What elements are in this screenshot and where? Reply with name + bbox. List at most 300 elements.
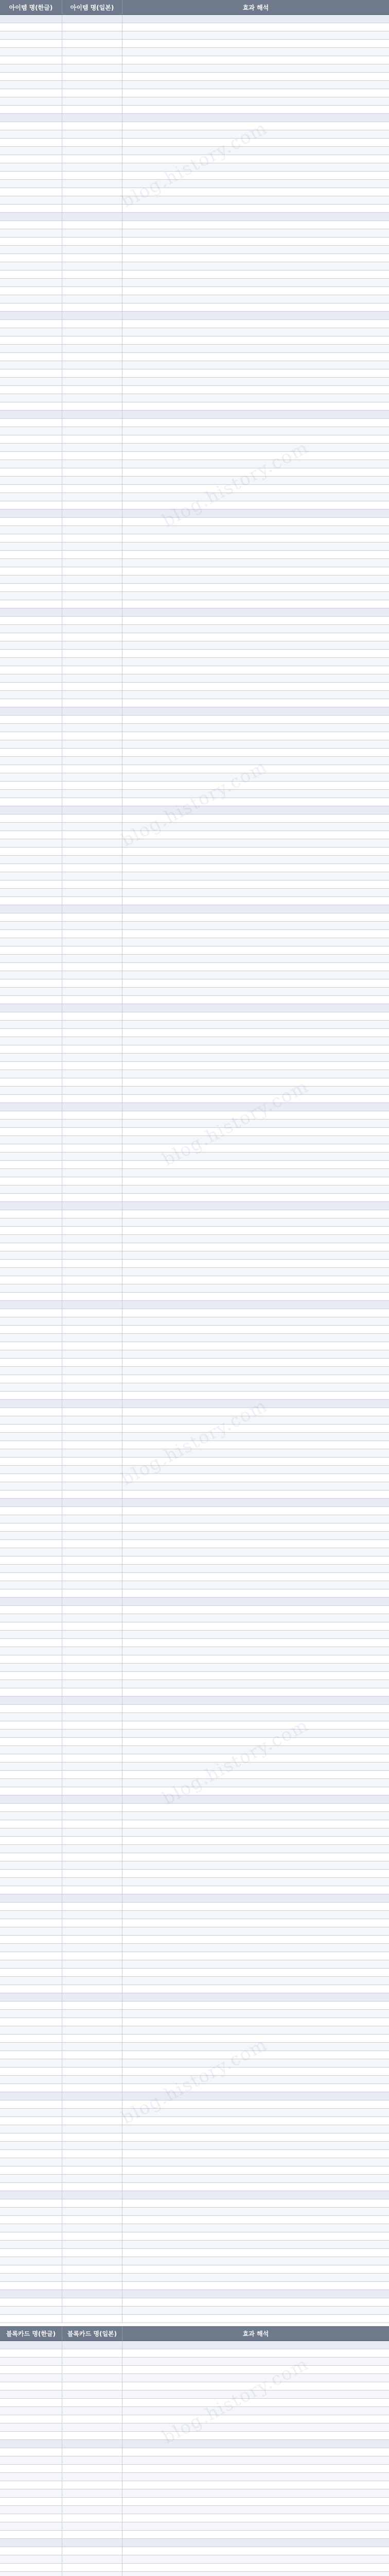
effect-cell [122, 435, 389, 443]
name-cell [0, 2265, 62, 2273]
effect-cell [122, 1795, 389, 1803]
table-row [0, 2391, 389, 2399]
name-cell [0, 790, 62, 798]
effect-cell [122, 1886, 389, 1894]
effect-cell [122, 2059, 389, 2067]
name-cell [62, 2150, 122, 2158]
name-cell [62, 1903, 122, 1910]
name-cell [0, 163, 62, 171]
name-cell [62, 2067, 122, 2075]
effect-cell [122, 1037, 389, 1045]
table-row [0, 2432, 389, 2440]
name-cell [62, 279, 122, 286]
name-cell [0, 1779, 62, 1787]
name-cell [62, 1433, 122, 1440]
effect-cell [122, 1210, 389, 1218]
name-cell [62, 1515, 122, 1523]
table-row [0, 2133, 389, 2142]
name-cell [0, 1375, 62, 1383]
effect-cell [122, 2265, 389, 2273]
effect-cell [122, 1392, 389, 1399]
effect-cell [122, 1400, 389, 1408]
table-row [0, 1309, 389, 1317]
effect-cell [122, 1334, 389, 1342]
name-cell [0, 312, 62, 319]
table-row [0, 402, 389, 411]
effect-cell [122, 1969, 389, 1976]
effect-cell [122, 172, 389, 179]
name-cell [62, 1021, 122, 1028]
table-row [0, 1548, 389, 1556]
table-row [0, 1425, 389, 1433]
name-cell [0, 1128, 62, 1136]
name-cell [0, 1416, 62, 1424]
name-cell [62, 2298, 122, 2306]
name-cell [0, 1581, 62, 1589]
effect-cell [122, 1317, 389, 1325]
name-cell [0, 1713, 62, 1721]
name-cell [62, 740, 122, 748]
name-cell [0, 1251, 62, 1259]
table-row [0, 1202, 389, 1210]
table-row [0, 1894, 389, 1903]
name-cell [0, 988, 62, 995]
effect-cell [122, 1202, 389, 1210]
effect-cell [122, 1903, 389, 1910]
name-cell [0, 2274, 62, 2281]
effect-cell [122, 2043, 389, 2050]
table-row [0, 1771, 389, 1779]
effect-cell [122, 411, 389, 418]
effect-cell [122, 658, 389, 666]
name-cell [0, 782, 62, 789]
table-row [0, 97, 389, 106]
effect-cell [122, 2374, 389, 2382]
effect-cell [122, 1375, 389, 1383]
name-cell [62, 1120, 122, 1127]
table-row [0, 2150, 389, 2158]
table-row [0, 361, 389, 369]
effect-cell [122, 1458, 389, 1465]
effect-cell [122, 1054, 389, 1061]
name-cell [62, 2018, 122, 2026]
name-cell [0, 625, 62, 633]
name-cell [0, 1622, 62, 1630]
effect-cell [122, 1153, 389, 1160]
name-cell [62, 1128, 122, 1136]
name-cell [62, 1490, 122, 1498]
table-row [0, 1762, 389, 1771]
name-cell [0, 1284, 62, 1292]
name-cell [62, 246, 122, 253]
name-cell [62, 1177, 122, 1185]
name-cell [0, 2183, 62, 2191]
effect-cell [122, 1260, 389, 1267]
effect-cell [122, 2232, 389, 2240]
effect-cell [122, 839, 389, 847]
table-row [0, 468, 389, 477]
table-row [0, 1779, 389, 1787]
table-row [0, 913, 389, 922]
name-cell [62, 1202, 122, 1210]
table-row [0, 1919, 389, 1927]
name-cell [62, 1886, 122, 1894]
table-row [0, 765, 389, 773]
effect-cell [122, 1936, 389, 1943]
name-cell [62, 2183, 122, 2191]
table-row [0, 427, 389, 435]
name-cell [0, 1548, 62, 1556]
table-row [0, 419, 389, 427]
effect-cell [122, 625, 389, 633]
table-row [0, 2341, 389, 2349]
name-cell [0, 2424, 62, 2431]
table-row [0, 773, 389, 782]
name-cell [0, 979, 62, 987]
table-row [0, 15, 389, 23]
name-cell [0, 1301, 62, 1309]
table-row [0, 724, 389, 732]
name-cell [0, 1210, 62, 1218]
name-cell [0, 641, 62, 649]
table-row [0, 1144, 389, 1153]
name-cell [62, 1507, 122, 1515]
name-cell [0, 930, 62, 938]
name-cell [0, 2358, 62, 2365]
name-cell [0, 823, 62, 831]
name-cell [0, 2010, 62, 2018]
name-cell [0, 732, 62, 740]
effect-cell [122, 510, 389, 517]
name-cell [62, 2473, 122, 2481]
name-cell [0, 699, 62, 707]
name-cell [0, 2315, 62, 2323]
name-cell [0, 955, 62, 962]
name-cell [62, 674, 122, 682]
table-row [0, 1639, 389, 1647]
name-cell [62, 2522, 122, 2530]
name-cell [0, 1911, 62, 1919]
name-cell [62, 2158, 122, 2166]
table-row [0, 732, 389, 740]
name-cell [62, 2241, 122, 2248]
effect-cell [122, 1161, 389, 1168]
name-cell [62, 1754, 122, 1762]
name-cell [62, 765, 122, 773]
table-row [0, 823, 389, 831]
name-cell [0, 452, 62, 460]
effect-cell [122, 1565, 389, 1572]
name-cell [0, 1886, 62, 1894]
name-cell [0, 1993, 62, 2001]
table-row [0, 1812, 389, 1820]
effect-cell [122, 1771, 389, 1778]
table-row [0, 1672, 389, 1680]
name-cell [62, 1218, 122, 1226]
table-row [0, 641, 389, 650]
table-row [0, 460, 389, 468]
name-cell [0, 757, 62, 765]
effect-cell [122, 897, 389, 905]
table-row [0, 2183, 389, 2191]
table-row [0, 1936, 389, 1944]
table-row [0, 1655, 389, 1664]
column-header: 블록카드 명(일본) [62, 2326, 122, 2341]
name-cell [62, 2051, 122, 2059]
name-cell [0, 1556, 62, 1564]
effect-cell [122, 2191, 389, 2199]
effect-cell [122, 988, 389, 995]
table-row [0, 2274, 389, 2282]
name-cell [62, 823, 122, 831]
name-cell [0, 798, 62, 806]
name-cell [0, 872, 62, 880]
name-cell [62, 790, 122, 798]
table-row [0, 2092, 389, 2100]
name-cell [0, 650, 62, 657]
effect-cell [122, 543, 389, 550]
table-row [0, 1350, 389, 1359]
name-cell [0, 2456, 62, 2464]
effect-cell [122, 1894, 389, 1902]
effect-cell [122, 1342, 389, 1350]
table-row [0, 979, 389, 988]
name-cell [0, 64, 62, 72]
table-row [0, 40, 389, 48]
table-row [0, 559, 389, 567]
effect-cell [122, 913, 389, 921]
name-cell [62, 2432, 122, 2439]
table-row [0, 2555, 389, 2564]
name-cell [62, 2026, 122, 2034]
name-cell [0, 139, 62, 146]
effect-cell [122, 1960, 389, 1968]
table-row [0, 848, 389, 856]
name-cell [62, 1688, 122, 1696]
name-cell [62, 295, 122, 303]
table-row [0, 1103, 389, 1111]
name-cell [0, 1276, 62, 1284]
name-cell [62, 592, 122, 600]
name-cell [62, 1911, 122, 1919]
table-row [0, 699, 389, 707]
name-cell [0, 2498, 62, 2505]
effect-cell [122, 2249, 389, 2257]
table-row [0, 246, 389, 254]
table-section [0, 2326, 389, 2576]
name-cell [62, 913, 122, 921]
effect-cell [122, 1087, 389, 1094]
name-cell [0, 2158, 62, 2166]
name-cell [62, 2199, 122, 2207]
table-row [0, 1095, 389, 1103]
effect-cell [122, 2117, 389, 2125]
name-cell [62, 1359, 122, 1366]
table-row [0, 2489, 389, 2498]
table-row [0, 2298, 389, 2307]
effect-cell [122, 1177, 389, 1185]
effect-cell [122, 2084, 389, 2092]
name-cell [0, 2232, 62, 2240]
name-cell [0, 213, 62, 221]
name-cell [62, 1960, 122, 1968]
name-cell [62, 2274, 122, 2281]
name-cell [62, 1474, 122, 1482]
name-cell [0, 2564, 62, 2571]
name-cell [0, 1392, 62, 1399]
table-row [0, 2076, 389, 2084]
name-cell [62, 996, 122, 1004]
effect-cell [122, 1021, 389, 1028]
name-cell [62, 2208, 122, 2215]
name-cell [0, 1680, 62, 1688]
name-cell [62, 1334, 122, 1342]
table-row [0, 2216, 389, 2224]
name-cell [0, 2415, 62, 2423]
name-cell [0, 238, 62, 245]
table-row [0, 1185, 389, 1194]
name-cell [0, 971, 62, 979]
name-cell [62, 1087, 122, 1094]
name-cell [62, 369, 122, 377]
name-cell [62, 48, 122, 56]
table-row [0, 1705, 389, 1713]
effect-cell [122, 979, 389, 987]
name-cell [62, 2391, 122, 2398]
table-row [0, 1598, 389, 1606]
name-cell [62, 1870, 122, 1877]
name-cell [62, 510, 122, 517]
effect-cell [122, 139, 389, 146]
name-cell [0, 419, 62, 427]
name-cell [62, 2555, 122, 2563]
name-cell [62, 1993, 122, 2001]
name-cell [62, 2265, 122, 2273]
effect-cell [122, 336, 389, 344]
name-cell [62, 1169, 122, 1177]
effect-cell [122, 419, 389, 427]
name-cell [62, 254, 122, 262]
table-row [0, 2100, 389, 2109]
table-row [0, 1589, 389, 1598]
table-row [0, 2424, 389, 2432]
name-cell [0, 411, 62, 418]
effect-cell [122, 1845, 389, 1853]
effect-cell [122, 880, 389, 888]
name-cell [62, 2489, 122, 2497]
name-cell [0, 1894, 62, 1902]
table-row [0, 1441, 389, 1449]
effect-cell [122, 2307, 389, 2314]
effect-cell [122, 650, 389, 657]
name-cell [62, 2084, 122, 2092]
name-cell [62, 641, 122, 649]
name-cell [0, 1334, 62, 1342]
name-cell [0, 2224, 62, 2232]
table-row [0, 147, 389, 155]
name-cell [0, 2531, 62, 2538]
name-cell [0, 2043, 62, 2050]
name-cell [0, 1647, 62, 1655]
effect-cell [122, 592, 389, 600]
name-cell [0, 510, 62, 517]
effect-cell [122, 328, 389, 336]
name-cell [0, 1326, 62, 1333]
effect-cell [122, 1622, 389, 1630]
name-cell [0, 592, 62, 600]
name-cell [0, 617, 62, 624]
name-cell [0, 122, 62, 130]
table-row [0, 1861, 389, 1870]
effect-cell [122, 666, 389, 674]
name-cell [0, 23, 62, 31]
effect-cell [122, 798, 389, 806]
effect-cell [122, 452, 389, 460]
table-row [0, 238, 389, 246]
name-cell [62, 757, 122, 765]
name-cell [62, 559, 122, 567]
name-cell [62, 1952, 122, 1960]
table-header [0, 2326, 389, 2341]
name-cell [62, 31, 122, 39]
name-cell [0, 1828, 62, 1836]
table-row [0, 1359, 389, 1367]
effect-cell [122, 2125, 389, 2133]
name-cell [0, 2241, 62, 2248]
name-cell [62, 2315, 122, 2323]
table-row [0, 378, 389, 386]
name-cell [62, 988, 122, 995]
table-row [0, 617, 389, 625]
name-cell [62, 1606, 122, 1614]
column-header: 블록카드 명(한글) [0, 2326, 62, 2341]
name-cell [0, 1919, 62, 1927]
name-cell [0, 1185, 62, 1193]
effect-cell [122, 1680, 389, 1688]
name-cell [62, 328, 122, 336]
name-cell [62, 2564, 122, 2571]
table-row [0, 1828, 389, 1837]
effect-cell [122, 246, 389, 253]
effect-cell [122, 122, 389, 130]
name-cell [0, 2100, 62, 2108]
name-cell [62, 1235, 122, 1243]
table-row [0, 196, 389, 205]
effect-cell [122, 1631, 389, 1638]
effect-cell [122, 221, 389, 229]
name-cell [0, 749, 62, 756]
name-cell [0, 1812, 62, 1820]
name-cell [62, 2191, 122, 2199]
name-cell [62, 2257, 122, 2265]
name-cell [62, 1342, 122, 1350]
name-cell [0, 2191, 62, 2199]
name-cell [62, 1466, 122, 1473]
name-cell [62, 543, 122, 550]
effect-cell [122, 1532, 389, 1539]
table-row [0, 543, 389, 551]
name-cell [0, 460, 62, 468]
table-row [0, 1111, 389, 1120]
effect-cell [122, 2341, 389, 2349]
name-cell [62, 188, 122, 196]
table-row [0, 394, 389, 402]
name-cell [0, 56, 62, 64]
name-cell [62, 452, 122, 460]
table-row [0, 1029, 389, 1037]
name-cell [0, 543, 62, 550]
effect-cell [122, 205, 389, 212]
